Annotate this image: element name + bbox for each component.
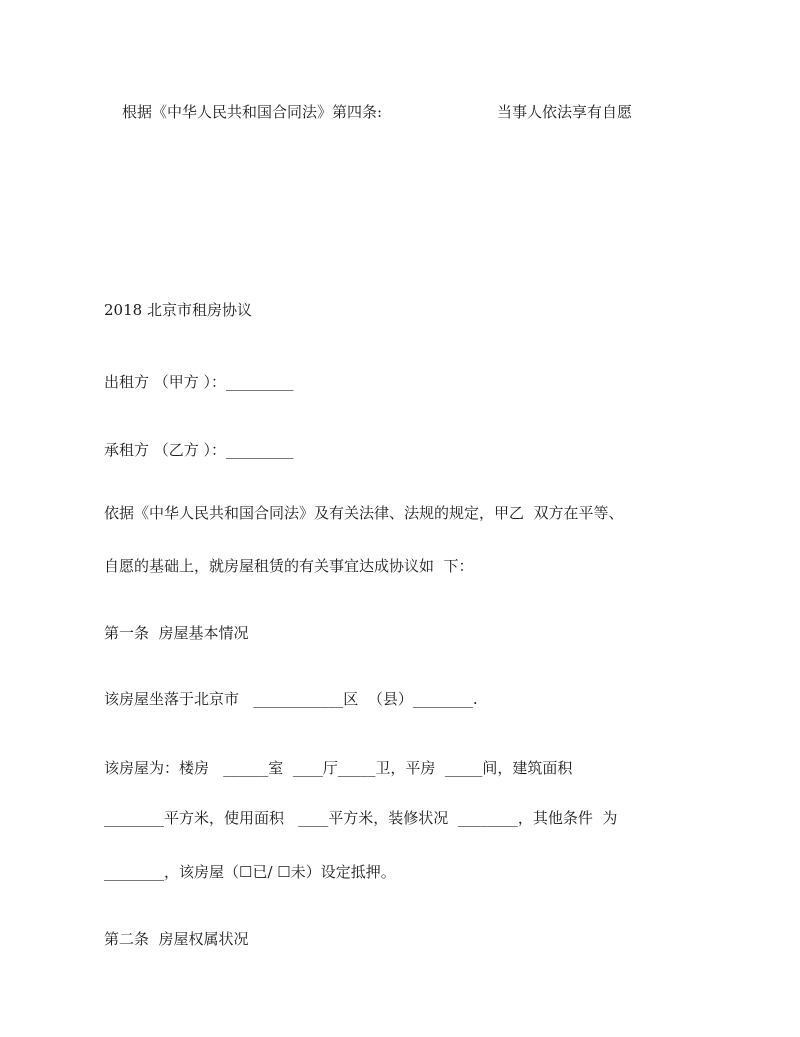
header-left-text: 根据《中华人民共和国合同法》第四条: (122, 103, 383, 121)
intro-paragraph-line-1: 依据《中华人民共和国合同法》及有关法律、法规的规定，甲乙 双方在平等、 (104, 504, 624, 522)
lessor-line: 出租方 （甲方 ）：_________ (104, 373, 294, 391)
article-1-heading: 第一条 房屋基本情况 (104, 624, 249, 642)
property-location-line: 该房屋坐落于北京市 ____________区 （县）________. (104, 690, 478, 708)
document-title: 2018 北京市租房协议 (104, 301, 252, 319)
lessee-line: 承租方 （乙方 ）：_________ (104, 441, 294, 459)
property-layout-line-1: 该房屋为：楼房 ______室 ____厅_____卫，平房 _____间，建筑面积 (104, 759, 573, 777)
header-right-text: 当事人依法享有自愿 (497, 103, 633, 121)
property-layout-line-2: ________平方米，使用面积 ____平方米，装修状况 ________，其他条件 为 (104, 809, 618, 827)
property-layout-line-3: ________，该房屋（☐已/ ☐未）设定抵押。 (104, 863, 396, 881)
article-2-heading: 第二条 房屋权属状况 (104, 930, 249, 948)
intro-paragraph-line-2: 自愿的基础上，就房屋租赁的有关事宜达成协议如 下： (104, 557, 474, 575)
